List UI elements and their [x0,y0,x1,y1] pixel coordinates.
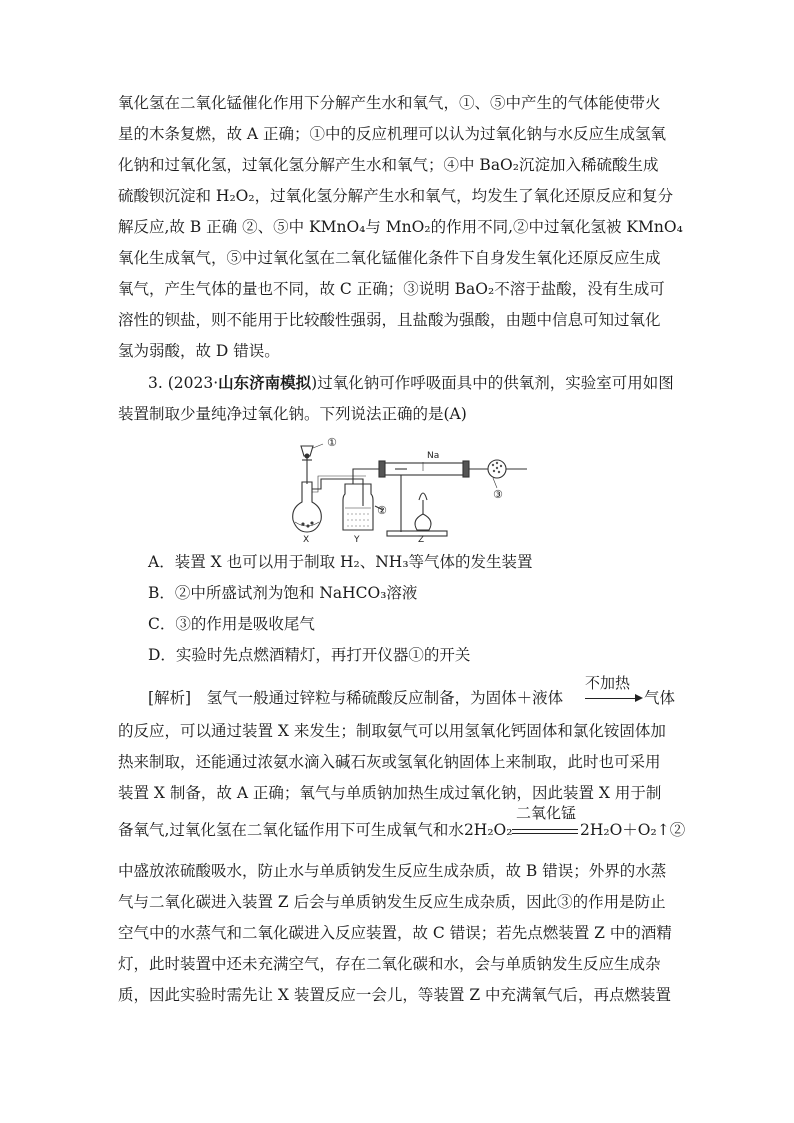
figure-label-na: Na [427,451,440,461]
question-number: 3. [148,374,163,392]
paragraph-line: 氢为弱酸，故 D 错误。 [118,342,280,360]
analysis-line-1-end: 气体 [644,689,676,707]
paragraph-line: 氧化氢在二氧化锰催化作用下分解产生水和氧气，①、⑤中产生的气体能使带火 [118,94,661,112]
figure-label-x: X [303,535,310,544]
option-a: A．装置 X 也可以用于制取 H₂、NH₃等气体的发生装置 [148,553,533,571]
analysis-line: 质，因此实验时需先让 X 装置反应一会儿，等装置 Z 中充满氧气后，再点燃装置 [118,986,672,1004]
equation-condition: 二氧化锰 [516,804,577,822]
analysis-line: 气与二氧化碳进入装置 Z 后会与单质钠发生反应生成杂质，因此③的作用是防止 [118,893,666,911]
analysis-line: 装置 X 制备，故 A 正确；氧气与单质钠加热生成过氧化钠，因此装置 X 用于制 [118,784,662,802]
analysis-text: 氢气一般通过锌粒与稀硫酸反应制备，为固体＋液体 [206,689,564,707]
analysis-line: 热来制取，还能通过浓氨水滴入碱石灰或氢氧化钠固体上来制取，此时也可采用 [118,753,661,771]
paragraph-line: 溶性的钡盐，则不能用于比较酸性强弱，且盐酸为强酸，由题中信息可知过氧化 [118,311,661,329]
analysis-line: 中盛放浓硫酸吸水，防止水与单质钠发生反应生成杂质，故 B 错误；外界的水蒸 [118,862,667,880]
figure-label-1: ① [327,436,337,449]
figure-label-z: Z [418,535,425,544]
reaction-arrow-head [635,694,643,702]
analysis-line: 灯，此时装置中还未充满空气，存在二氧化碳和水，会与单质钠发生反应生成杂 [118,955,661,973]
figure-label-3: ③ [493,488,503,501]
paragraph-line: 氧气，产生气体的量也不同，故 C 正确；③说明 BaO₂不溶于盐酸，没有生成可 [118,280,665,298]
figure-label-2: ② [377,504,387,517]
reaction-arrow-line [585,698,637,699]
paragraph-line: 星的木条复燃，故 A 正确；①中的反应机理可以认为过氧化钠与水反应生成氢氧 [118,125,667,143]
paragraph-line: 氧化生成氧气，⑤中过氧化氢在二氧化锰催化条件下自身发生氧化还原反应生成 [118,249,661,267]
question-line-2: 装置制取少量纯净过氧化钠。下列说法正确的是(A) [118,405,467,423]
paragraph-line: 硫酸钡沉淀和 H₂O₂，过氧化氢分解产生水和氧气，均发生了氧化还原反应和复分 [118,187,674,205]
paragraph-line: 化钠和过氧化氢，过氧化氢分解产生水和氧气；④中 BaO₂沉淀加入稀硫酸生成 [118,156,659,174]
question-source-close: ) [311,374,318,392]
question-source-open: (2023· [167,374,219,392]
analysis-text-5: 备氧气,过氧化氢在二氧化锰作用下可生成氧气和水 [118,821,464,839]
analysis-line: 的反应，可以通过装置 X 来发生；制取氨气可以用氢氧化钙固体和氯化铵固体加 [118,722,666,740]
equation-equal-bottom [512,833,578,834]
equation-left: 2H₂O₂ [463,821,513,839]
apparatus-figure [283,434,533,544]
analysis-line: 空气中的水蒸气和二氧化碳进入反应装置，故 C 错误；若先点燃装置 Z 中的酒精 [118,924,672,942]
paragraph-line: 解反应,故 B 正确 ②、⑤中 KMnO₄与 MnO₂的作用不同,②中过氧化氢被 KMnO₄ [118,218,683,236]
question-source: 山东济南模拟 [218,374,312,392]
arrow-condition-label: 不加热 [585,674,631,692]
question-line-1 [118,368,708,399]
figure-label-y: Y [354,535,360,544]
analysis-tag: [解析] [148,689,192,707]
option-d: D．实验时先点燃酒精灯，再打开仪器①的开关 [148,646,471,664]
equation-right: 2H₂O＋O₂↑② [580,821,686,839]
equation-equal-top [512,829,578,830]
question-text: 过氧化钠可作呼吸面具中的供氧剂，实验室可用如图 [317,374,674,392]
option-b: B．②中所盛试剂为饱和 NaHCO₃溶液 [148,584,418,602]
option-c: C．③的作用是吸收尾气 [148,615,315,633]
